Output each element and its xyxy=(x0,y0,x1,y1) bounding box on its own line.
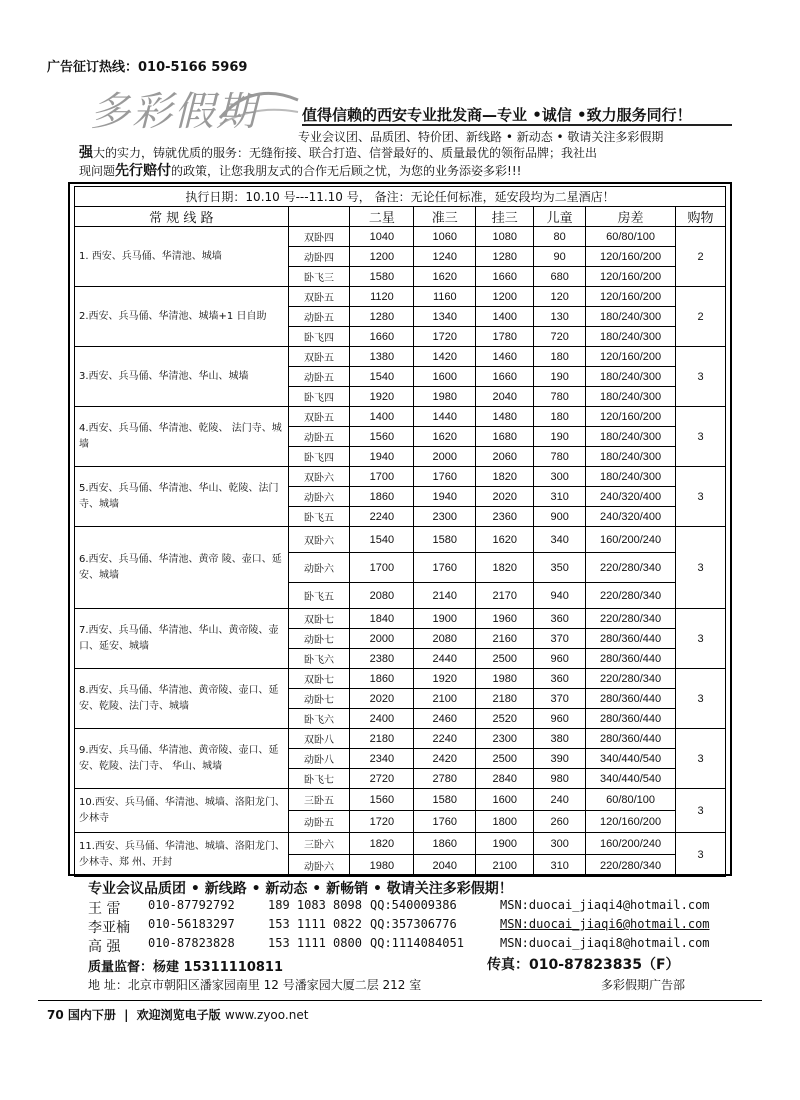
transport-type: 动卧六 xyxy=(288,855,350,877)
price-cell: 220/280/340 xyxy=(586,855,676,877)
price-cell: 380 xyxy=(534,729,586,749)
price-cell: 1980 xyxy=(350,855,414,877)
price-cell: 1400 xyxy=(350,407,414,427)
intro-compensation: 先行赔付 xyxy=(115,163,172,179)
price-cell: 1540 xyxy=(350,367,414,387)
price-cell: 350 xyxy=(534,553,586,583)
footer-separator: | xyxy=(124,1008,129,1022)
price-cell: 190 xyxy=(534,427,586,447)
price-cell: 1540 xyxy=(350,527,414,553)
transport-type: 动卧六 xyxy=(288,487,350,507)
transport-type: 动卧八 xyxy=(288,749,350,769)
intro-text-2b: 的政策，让您我朋友式的合作无后顾之忧，为您的业务添姿多彩!!! xyxy=(171,164,522,178)
section-name: 国内下册 xyxy=(67,1008,116,1022)
contact-qq: QQ:540009386 xyxy=(370,898,457,912)
transport-type: 卧飞四 xyxy=(288,327,350,347)
table-row xyxy=(75,609,726,629)
route-name: 10.西安、兵马俑、华清池、城墙、洛阳龙门、少林寺 xyxy=(75,789,289,833)
price-cell: 960 xyxy=(534,709,586,729)
transport-type: 动卧七 xyxy=(288,689,350,709)
price-cell: 120/160/200 xyxy=(586,247,676,267)
price-cell: 180/240/300 xyxy=(586,387,676,407)
fax-number: 传真：010-87823835（F） xyxy=(487,957,680,973)
header-cell: 挂三 xyxy=(476,207,534,227)
welcome-text: 欢迎浏览电子版 xyxy=(136,1008,221,1022)
transport-type: 卧飞六 xyxy=(288,649,350,669)
shopping-count: 2 xyxy=(676,227,726,287)
table-row xyxy=(75,227,726,247)
price-cell: 280/360/440 xyxy=(586,629,676,649)
price-cell: 180/240/300 xyxy=(586,447,676,467)
shopping-count: 3 xyxy=(676,467,726,527)
price-cell: 220/280/340 xyxy=(586,553,676,583)
price-cell: 1280 xyxy=(350,307,414,327)
price-cell: 2180 xyxy=(350,729,414,749)
price-cell: 340/440/540 xyxy=(586,769,676,789)
price-cell: 960 xyxy=(534,649,586,669)
route-name: 2.西安、兵马俑、华清池、城墙+1 日自助 xyxy=(75,287,289,347)
price-cell: 2080 xyxy=(414,629,476,649)
price-cell: 1760 xyxy=(414,553,476,583)
price-cell: 780 xyxy=(534,387,586,407)
shopping-count: 3 xyxy=(676,527,726,609)
price-cell: 2420 xyxy=(414,749,476,769)
transport-type: 卧飞五 xyxy=(288,507,350,527)
contact-mobile: 153 1111 0800 xyxy=(268,936,362,950)
header-cell: 常 规 线 路 xyxy=(75,207,289,227)
price-cell: 1720 xyxy=(350,811,414,833)
transport-type: 双卧七 xyxy=(288,609,350,629)
price-cell: 1460 xyxy=(476,347,534,367)
transport-type: 动卧五 xyxy=(288,307,350,327)
price-cell: 1860 xyxy=(414,833,476,855)
price-cell: 1200 xyxy=(350,247,414,267)
header-cell: 房差 xyxy=(586,207,676,227)
contact-phone: 010-87823828 xyxy=(148,936,235,950)
price-cell: 1940 xyxy=(414,487,476,507)
price-cell: 2000 xyxy=(350,629,414,649)
price-cell: 2500 xyxy=(476,649,534,669)
price-cell: 2520 xyxy=(476,709,534,729)
transport-type: 三卧五 xyxy=(288,789,350,811)
page-number: 70 xyxy=(47,1008,64,1022)
price-cell: 360 xyxy=(534,669,586,689)
price-cell: 2100 xyxy=(476,855,534,877)
price-cell: 300 xyxy=(534,467,586,487)
price-cell: 1620 xyxy=(476,527,534,553)
table-row xyxy=(75,729,726,749)
transport-type: 卧飞四 xyxy=(288,387,350,407)
shopping-count: 3 xyxy=(676,729,726,789)
execution-date-note: 执行日期：10.10 号---11.10 号， 备注：无论任何标准，延安段均为二星酒店！ xyxy=(75,187,726,207)
logo-text: 多彩假期 xyxy=(90,89,258,135)
price-cell: 1820 xyxy=(476,553,534,583)
price-cell: 2460 xyxy=(414,709,476,729)
transport-type: 动卧五 xyxy=(288,811,350,833)
price-cell: 1660 xyxy=(476,367,534,387)
subline: 专业会议团、品质团、特价团、新线路 • 新动态 • 敬请关注多彩假期 xyxy=(298,130,664,144)
price-cell: 1060 xyxy=(414,227,476,247)
price-cell: 2340 xyxy=(350,749,414,769)
price-cell: 1200 xyxy=(476,287,534,307)
price-cell: 2360 xyxy=(476,507,534,527)
header-cell: 儿童 xyxy=(534,207,586,227)
price-cell: 1780 xyxy=(476,327,534,347)
price-cell: 80 xyxy=(534,227,586,247)
price-cell: 120/160/200 xyxy=(586,347,676,367)
transport-type: 三卧六 xyxy=(288,833,350,855)
transport-type: 双卧五 xyxy=(288,407,350,427)
price-cell: 1840 xyxy=(350,609,414,629)
price-cell: 1160 xyxy=(414,287,476,307)
price-cell: 220/280/340 xyxy=(586,609,676,629)
header-cell xyxy=(288,207,350,227)
price-cell: 280/360/440 xyxy=(586,709,676,729)
price-cell: 370 xyxy=(534,689,586,709)
price-cell: 1620 xyxy=(414,267,476,287)
price-cell: 2080 xyxy=(350,583,414,609)
transport-type: 动卧五 xyxy=(288,367,350,387)
price-cell: 2240 xyxy=(414,729,476,749)
price-cell: 180 xyxy=(534,347,586,367)
price-cell: 900 xyxy=(534,507,586,527)
contact-msn[interactable]: MSN:duocai_jiaqi4@hotmail.com xyxy=(500,898,710,912)
footer-divider xyxy=(38,1000,762,1001)
price-cell: 280/360/440 xyxy=(586,649,676,669)
contact-name: 高 强 xyxy=(88,939,121,955)
price-cell: 310 xyxy=(534,487,586,507)
price-cell: 1400 xyxy=(476,307,534,327)
price-cell: 1280 xyxy=(476,247,534,267)
transport-type: 卧飞三 xyxy=(288,267,350,287)
route-name: 5.西安、兵马俑、华清池、华山、乾陵、法门寺、城墙 xyxy=(75,467,289,527)
price-cell: 120 xyxy=(534,287,586,307)
price-cell: 1960 xyxy=(476,609,534,629)
price-cell: 2720 xyxy=(350,769,414,789)
price-cell: 2020 xyxy=(476,487,534,507)
table-row xyxy=(75,527,726,553)
price-cell: 1680 xyxy=(476,427,534,447)
price-cell: 2170 xyxy=(476,583,534,609)
route-name: 7.西安、兵马俑、华清池、华山、黄帝陵、壶口、延安、城墙 xyxy=(75,609,289,669)
contact-phone: 010-56183297 xyxy=(148,917,235,931)
shopping-count: 2 xyxy=(676,287,726,347)
price-cell: 1980 xyxy=(414,387,476,407)
price-cell: 120/160/200 xyxy=(586,811,676,833)
route-name: 8.西安、兵马俑、华清池、黄帝陵、壶口、延安、乾陵、法门寺、城墙 xyxy=(75,669,289,729)
shopping-count: 3 xyxy=(676,347,726,407)
price-cell: 1240 xyxy=(414,247,476,267)
price-cell: 360 xyxy=(534,609,586,629)
price-cell: 240/320/400 xyxy=(586,487,676,507)
price-cell: 1820 xyxy=(350,833,414,855)
table-row xyxy=(75,407,726,427)
transport-type: 动卧四 xyxy=(288,247,350,267)
price-cell: 1600 xyxy=(476,789,534,811)
table-row xyxy=(75,467,726,487)
price-cell: 1440 xyxy=(414,407,476,427)
price-cell: 90 xyxy=(534,247,586,267)
price-cell: 2140 xyxy=(414,583,476,609)
contact-mobile: 153 1111 0822 xyxy=(268,917,362,931)
price-cell: 1580 xyxy=(350,267,414,287)
price-cell: 680 xyxy=(534,267,586,287)
price-cell: 2840 xyxy=(476,769,534,789)
price-cell: 1560 xyxy=(350,789,414,811)
price-cell: 1920 xyxy=(414,669,476,689)
price-cell: 1940 xyxy=(350,447,414,467)
transport-type: 卧飞六 xyxy=(288,709,350,729)
price-cell: 340/440/540 xyxy=(586,749,676,769)
price-cell: 280/360/440 xyxy=(586,729,676,749)
price-cell: 1860 xyxy=(350,669,414,689)
price-cell: 940 xyxy=(534,583,586,609)
transport-type: 双卧五 xyxy=(288,347,350,367)
intro-text-2a: 现问题 xyxy=(79,164,116,178)
price-cell: 160/200/240 xyxy=(586,833,676,855)
price-cell: 1800 xyxy=(476,811,534,833)
price-cell: 1480 xyxy=(476,407,534,427)
price-cell: 1700 xyxy=(350,467,414,487)
shopping-count: 3 xyxy=(676,609,726,669)
shopping-count: 3 xyxy=(676,833,726,877)
ad-department: 多彩假期广告部 xyxy=(601,978,686,992)
price-cell: 1760 xyxy=(414,811,476,833)
contact-name: 王 雷 xyxy=(88,901,121,917)
price-cell: 2300 xyxy=(476,729,534,749)
price-cell: 2780 xyxy=(414,769,476,789)
address: 地 址：北京市朝阳区潘家园南里 12 号潘家园大厦二层 212 室 xyxy=(88,978,422,992)
price-cell: 240/320/400 xyxy=(586,507,676,527)
price-cell: 2400 xyxy=(350,709,414,729)
price-cell: 1420 xyxy=(414,347,476,367)
contact-msn[interactable]: MSN:duocai_jiaqi6@hotmail.com xyxy=(500,917,710,931)
transport-type: 卧飞四 xyxy=(288,447,350,467)
price-cell: 2040 xyxy=(414,855,476,877)
route-name: 6.西安、兵马俑、华清池、黄帝 陵、壶口、延安、城墙 xyxy=(75,527,289,609)
price-cell: 300 xyxy=(534,833,586,855)
transport-type: 双卧八 xyxy=(288,729,350,749)
contact-title: 专业会议品质团 • 新线路 • 新动态 • 新畅销 • 敬请关注多彩假期！ xyxy=(88,881,513,897)
price-cell: 160/200/240 xyxy=(586,527,676,553)
price-cell: 1380 xyxy=(350,347,414,367)
slogan: 值得信赖的西安专业批发商—专业 •诚信 •致力服务同行！ xyxy=(302,106,692,124)
price-cell: 1580 xyxy=(414,527,476,553)
price-cell: 2180 xyxy=(476,689,534,709)
price-cell: 340 xyxy=(534,527,586,553)
contact-msn[interactable]: MSN:duocai_jiaqi8@hotmail.com xyxy=(500,936,710,950)
price-cell: 2160 xyxy=(476,629,534,649)
table-row xyxy=(75,347,726,367)
price-table xyxy=(74,186,726,877)
price-cell: 120/160/200 xyxy=(586,287,676,307)
price-cell: 180/240/300 xyxy=(586,327,676,347)
intro-first-char: 强 xyxy=(79,145,93,161)
header-cell: 购物 xyxy=(676,207,726,227)
transport-type: 动卧五 xyxy=(288,427,350,447)
transport-type: 动卧七 xyxy=(288,629,350,649)
transport-type: 卧飞五 xyxy=(288,583,350,609)
price-cell: 60/80/100 xyxy=(586,789,676,811)
price-cell: 60/80/100 xyxy=(586,227,676,247)
transport-type: 卧飞七 xyxy=(288,769,350,789)
shopping-count: 3 xyxy=(676,407,726,467)
price-cell: 1560 xyxy=(350,427,414,447)
price-cell: 980 xyxy=(534,769,586,789)
price-cell: 1820 xyxy=(476,467,534,487)
price-cell: 390 xyxy=(534,749,586,769)
price-cell: 190 xyxy=(534,367,586,387)
quality-supervisor: 质量监督：杨建 15311110811 xyxy=(88,960,284,975)
route-name: 1. 西安、兵马俑、华清池、城墙 xyxy=(75,227,289,287)
price-cell: 1340 xyxy=(414,307,476,327)
contact-name: 李亚楠 xyxy=(88,920,130,936)
route-name: 3.西安、兵马俑、华清池、华山、城墙 xyxy=(75,347,289,407)
price-cell: 1620 xyxy=(414,427,476,447)
transport-type: 双卧七 xyxy=(288,669,350,689)
transport-type: 双卧六 xyxy=(288,527,350,553)
price-cell: 1660 xyxy=(476,267,534,287)
price-cell: 180 xyxy=(534,407,586,427)
price-cell: 280/360/440 xyxy=(586,689,676,709)
contact-phone: 010-87792792 xyxy=(148,898,235,912)
price-cell: 220/280/340 xyxy=(586,583,676,609)
hotline: 广告征订热线：010-5166 5969 xyxy=(47,60,248,75)
price-cell: 240 xyxy=(534,789,586,811)
price-cell: 780 xyxy=(534,447,586,467)
price-cell: 1980 xyxy=(476,669,534,689)
transport-type: 动卧六 xyxy=(288,553,350,583)
price-cell: 2240 xyxy=(350,507,414,527)
price-cell: 1900 xyxy=(414,609,476,629)
price-cell: 1900 xyxy=(476,833,534,855)
route-name: 9.西安、兵马俑、华清池、黄帝陵、壶口、延安、乾陵、法门寺、 华山、城墙 xyxy=(75,729,289,789)
contact-qq: QQ:357306776 xyxy=(370,917,457,931)
price-cell: 1760 xyxy=(414,467,476,487)
price-cell: 2000 xyxy=(414,447,476,467)
duocai-logo xyxy=(70,78,300,136)
table-row xyxy=(75,789,726,811)
price-cell: 720 xyxy=(534,327,586,347)
intro-paragraph xyxy=(79,144,739,180)
price-cell: 2100 xyxy=(414,689,476,709)
price-cell: 1720 xyxy=(414,327,476,347)
transport-type: 双卧六 xyxy=(288,467,350,487)
price-cell: 1580 xyxy=(414,789,476,811)
shopping-count: 3 xyxy=(676,669,726,729)
contact-qq: QQ:1114084051 xyxy=(370,936,464,950)
price-cell: 2500 xyxy=(476,749,534,769)
route-name: 11.西安、兵马俑、华清池、城墙、洛阳龙门、少林寺、郑 州、开封 xyxy=(75,833,289,877)
header-cell: 二星 xyxy=(350,207,414,227)
price-cell: 180/240/300 xyxy=(586,367,676,387)
table-row xyxy=(75,669,726,689)
transport-type: 双卧四 xyxy=(288,227,350,247)
price-cell: 1920 xyxy=(350,387,414,407)
price-cell: 2040 xyxy=(476,387,534,407)
price-cell: 1700 xyxy=(350,553,414,583)
price-cell: 2060 xyxy=(476,447,534,467)
price-cell: 260 xyxy=(534,811,586,833)
price-cell: 1120 xyxy=(350,287,414,307)
price-cell: 2380 xyxy=(350,649,414,669)
slogan-underline xyxy=(302,124,732,126)
page-footer xyxy=(47,1006,308,1023)
price-cell: 120/160/200 xyxy=(586,407,676,427)
header-cell: 准三 xyxy=(414,207,476,227)
price-cell: 1040 xyxy=(350,227,414,247)
price-cell: 370 xyxy=(534,629,586,649)
price-cell: 2300 xyxy=(414,507,476,527)
transport-type: 双卧五 xyxy=(288,287,350,307)
price-cell: 120/160/200 xyxy=(586,267,676,287)
intro-text-1: 大的实力，铸就优质的服务：无缝衔接、联合打造、信誉最好的、质量最优的领衔品牌；我社出 xyxy=(93,146,598,160)
price-cell: 130 xyxy=(534,307,586,327)
price-cell: 220/280/340 xyxy=(586,669,676,689)
price-cell: 2440 xyxy=(414,649,476,669)
price-cell: 1860 xyxy=(350,487,414,507)
price-cell: 180/240/300 xyxy=(586,307,676,327)
contact-mobile: 189 1083 8098 xyxy=(268,898,362,912)
table-row xyxy=(75,287,726,307)
website-link[interactable]: www.zyoo.net xyxy=(224,1008,309,1022)
price-cell: 1660 xyxy=(350,327,414,347)
price-cell: 180/240/300 xyxy=(586,467,676,487)
shopping-count: 3 xyxy=(676,789,726,833)
price-cell: 310 xyxy=(534,855,586,877)
price-cell: 1600 xyxy=(414,367,476,387)
price-cell: 2020 xyxy=(350,689,414,709)
table-row xyxy=(75,833,726,855)
price-cell: 180/240/300 xyxy=(586,427,676,447)
price-cell: 1080 xyxy=(476,227,534,247)
route-name: 4.西安、兵马俑、华清池、乾陵、 法门寺、城墙 xyxy=(75,407,289,467)
